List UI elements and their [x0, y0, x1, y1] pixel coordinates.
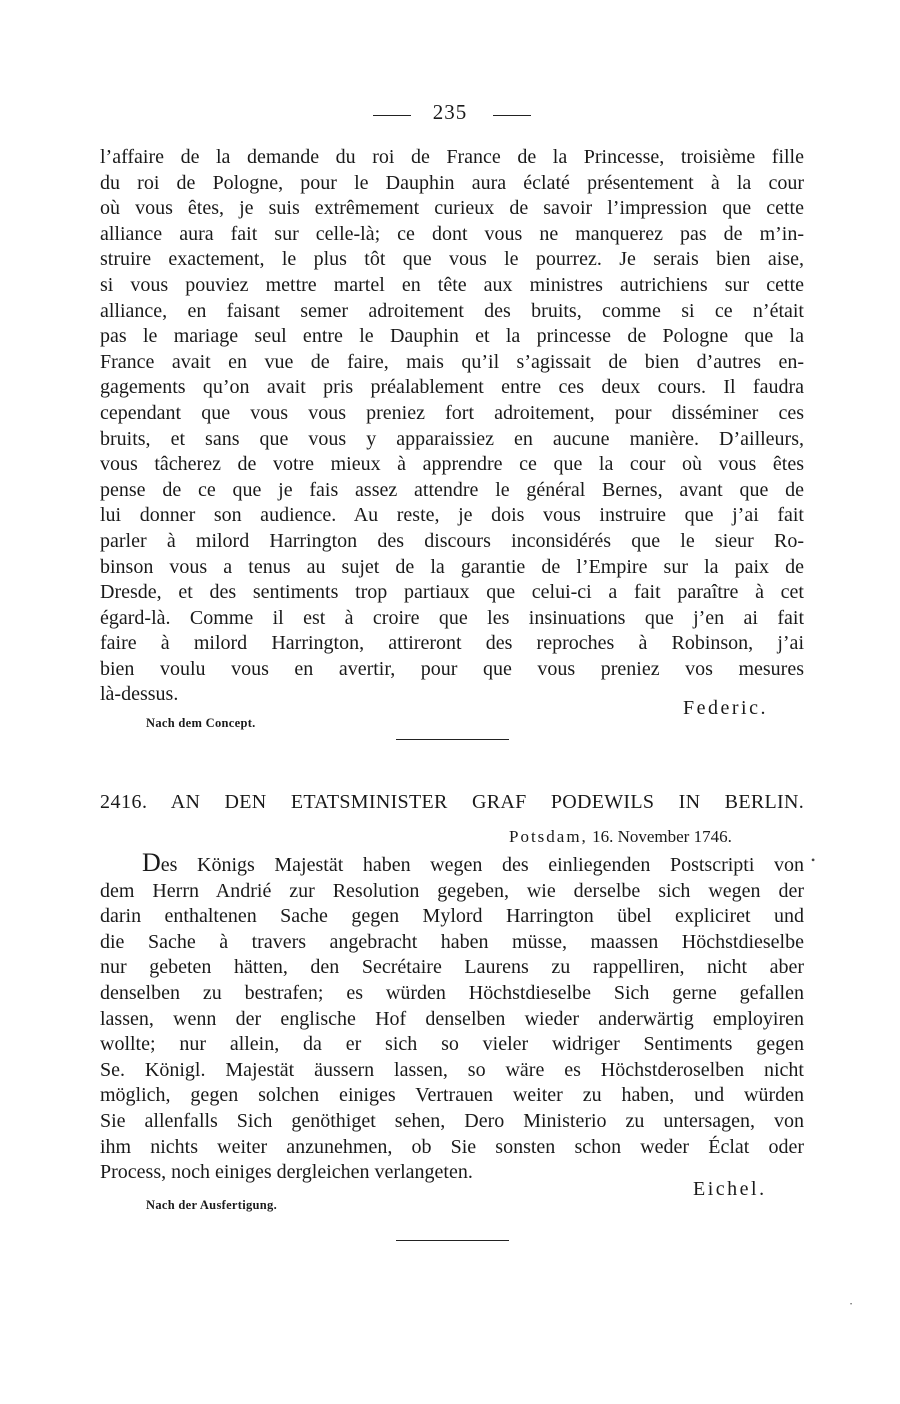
page-number: 235 — [432, 100, 468, 124]
text-line: Process, noch einiges dergleichen verlangeten. — [100, 1161, 473, 1184]
text-line: binson vous a tenus au sujet de la garantie de l’Empire sur la paix de — [100, 555, 804, 578]
dateline-place: Potsdam, — [509, 827, 588, 846]
text-line: denselben zu bestrafen; es würden Höchstdieselbe Sich gerne gefallen — [100, 981, 804, 1004]
text-line: lassen, wenn der englische Hof denselben wieder anderwärtig employiren — [100, 1007, 804, 1030]
text-line: Se. Königl. Majestät äussern lassen, so wäre es Höchstderoselben nicht — [100, 1058, 804, 1081]
section-divider — [396, 1240, 509, 1241]
letter-1-body — [100, 145, 804, 708]
section-divider — [396, 739, 509, 740]
text-line: struire exactement, le plus tôt que vous le pourrez. Je serais bien aise, — [100, 248, 804, 271]
initial-letter: D — [142, 848, 161, 877]
source-note: Nach dem Concept. — [146, 716, 256, 730]
text-line: égard-là. Comme il est à croire que les insinuations que j’en ai fait — [100, 606, 804, 629]
document-title: AN DEN ETATSMINISTER GRAF PODEWILS IN BERLIN. — [170, 791, 804, 813]
text-line: où vous êtes, je suis extrêmement curieux de savoir l’impression que cette — [100, 197, 804, 220]
document-number: 2416. — [100, 791, 148, 813]
text-line: nur gebeten hätten, den Secrétaire Laurens zu rappelliren, nicht aber — [100, 956, 804, 979]
scan-speck: • — [811, 853, 816, 867]
scan-speck: • — [850, 1302, 853, 1308]
text-line: si vous pouviez mettre martel en tête aux ministres autrichiens sur cette — [100, 273, 804, 296]
page-header — [0, 100, 900, 130]
text-line: gagements qu’on avait pris préalablement entre ces deux cours. Il faudra — [100, 376, 804, 399]
text-line: dem Herrn Andrié zur Resolution gegeben, wie derselbe sich wegen der — [100, 879, 804, 902]
first-line-text: es Königs Majestät haben wegen des einliegenden Postscripti von — [160, 854, 804, 876]
text-line: l’affaire de la demande du roi de France de la Princesse, troisième fille — [100, 146, 804, 168]
dateline-date: 16. November 1746. — [592, 827, 732, 846]
header-dash-right — [493, 115, 531, 116]
text-line: darin enthaltenen Sache gegen Mylord Harrington übel expliciret und — [100, 905, 804, 928]
text-line: Dresde, et des sentiments trop partiaux que celui-ci a fait paraître à cet — [100, 581, 804, 604]
document-heading — [100, 791, 804, 814]
text-line: cependant que vous vous preniez fort adroitement, pour disséminer ces — [100, 401, 804, 424]
text-line: parler à milord Harrington des discours inconsidérés que le sieur Ro- — [100, 529, 804, 552]
text-line: wollte; nur allein, da er sich so vieler widriger Sentiments gegen — [100, 1033, 804, 1056]
text-line: du roi de Pologne, pour le Dauphin aura éclaté présentement à la cour — [100, 171, 804, 194]
text-line: pense de ce que je fais assez attendre le général Bernes, avant que de — [100, 478, 804, 501]
text-line-first — [100, 848, 804, 879]
text-line: ihm nichts weiter anzunehmen, ob Sie sonsten schon weder Éclat oder — [100, 1135, 804, 1158]
signature-federic: Federic. — [683, 697, 768, 719]
signature-eichel: Eichel. — [693, 1178, 767, 1200]
text-line: alliance aura fait sur celle-là; ce dont vous ne manquerez pas de m’in- — [100, 222, 804, 245]
text-line: vous tâcherez de votre mieux à apprendre ce que la cour où vous êtes — [100, 453, 804, 476]
text-line: Sie allenfalls Sich genöthiget sehen, Dero Ministerio zu untersagen, von — [100, 1109, 804, 1132]
text-line: pas le mariage seul entre le Dauphin et la princesse de Pologne que la — [100, 325, 804, 348]
header-dash-left — [373, 115, 411, 116]
text-line: là-dessus. — [100, 683, 179, 706]
text-line: bien voulu vous en avertir, pour que vous preniez vos mesures — [100, 657, 804, 680]
source-note: Nach der Ausfertigung. — [146, 1198, 278, 1212]
letter-2-body — [100, 848, 804, 1186]
text-line: möglich, gegen solchen einiges Vertrauen weiter zu haben, und würden — [100, 1084, 804, 1107]
text-line: bruits, et sans que vous y apparaissiez en aucune manière. D’ailleurs, — [100, 427, 804, 450]
text-line: lui donner son audience. Au reste, je dois vous instruire que j’ai fait — [100, 504, 804, 527]
text-line: alliance, en faisant semer adroitement des bruits, comme si ce n’était — [100, 299, 804, 322]
dateline — [509, 827, 781, 847]
text-line: France avait en vue de faire, mais qu’il s’agissait de bien d’autres en- — [100, 350, 804, 373]
text-line: faire à milord Harrington, attireront des reproches à Robinson, j’ai — [100, 632, 804, 655]
text-line: die Sache à travers angebracht haben müsse, maassen Höchstdieselbe — [100, 930, 804, 953]
